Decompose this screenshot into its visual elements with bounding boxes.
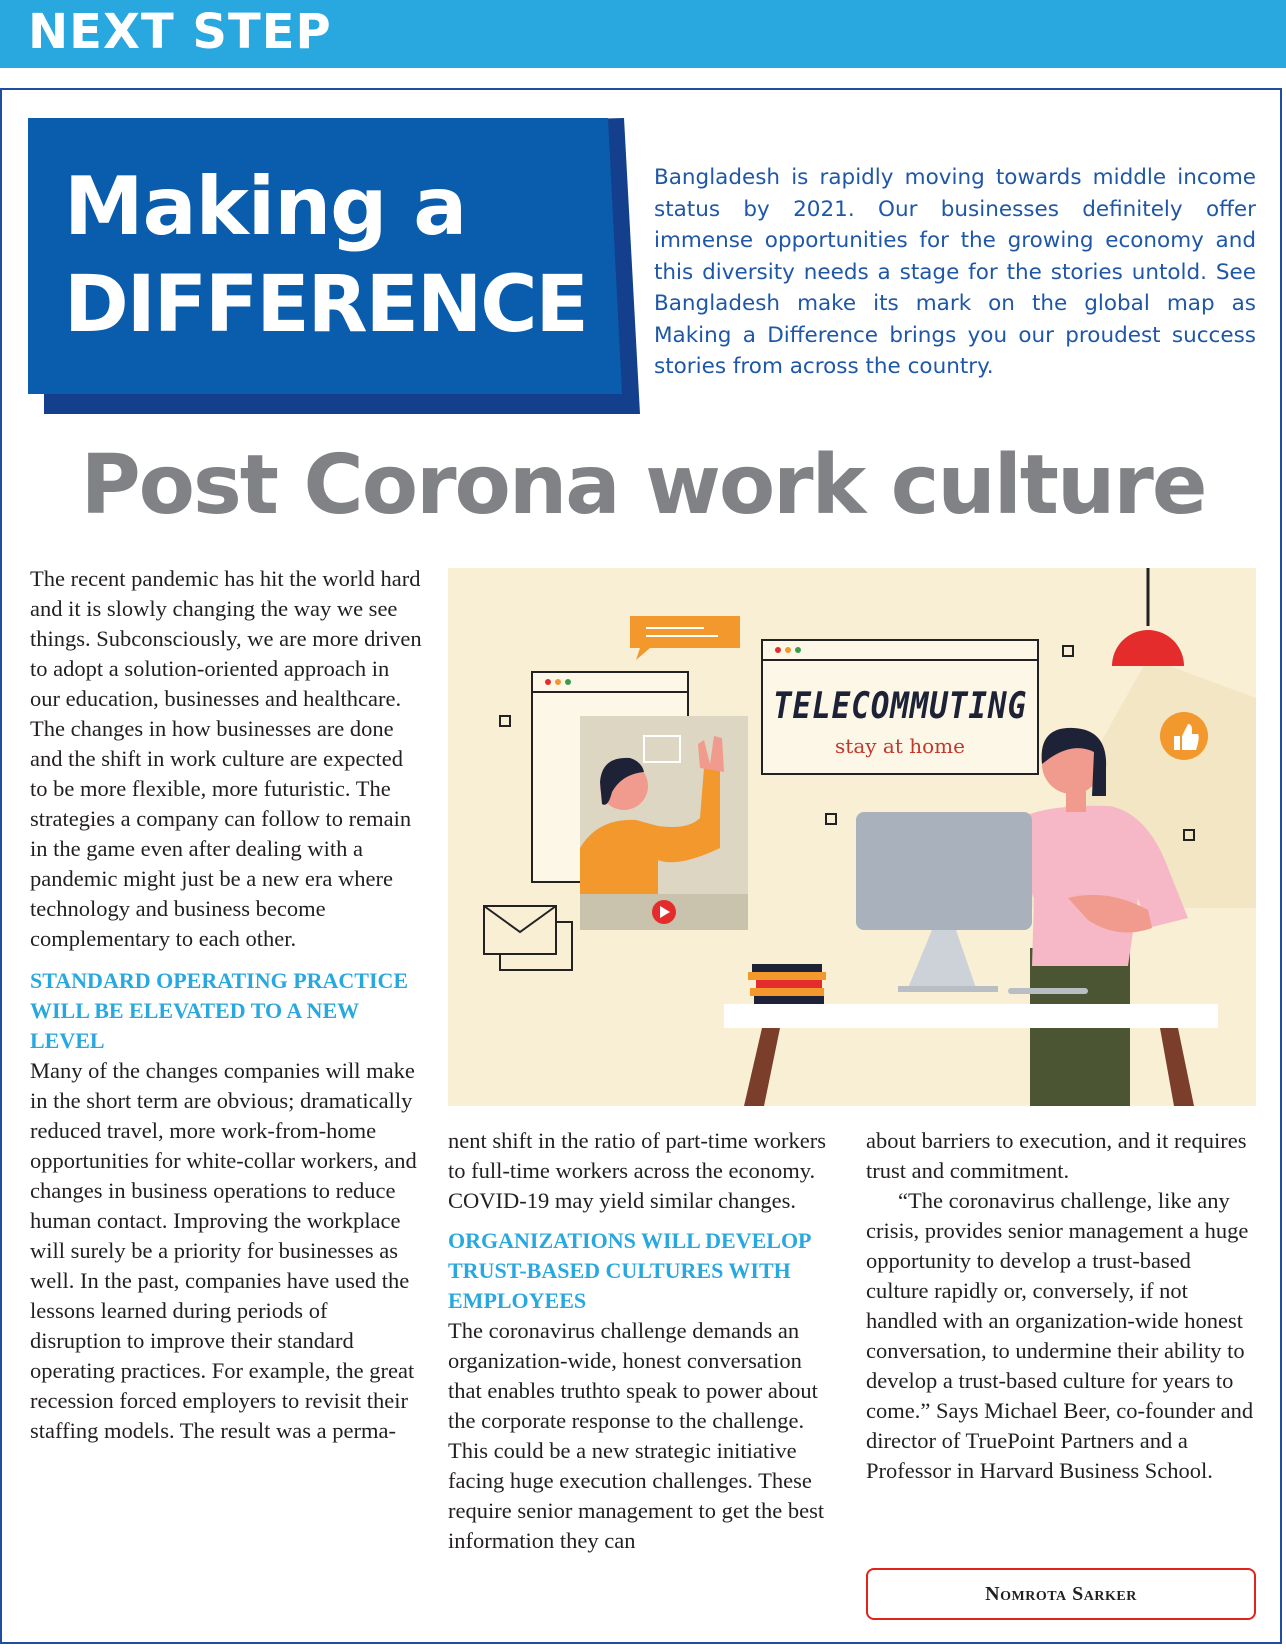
monitor-icon — [856, 812, 1032, 930]
article-column-2 — [448, 1126, 840, 1556]
banner-title-line1: Making a — [64, 160, 467, 253]
sign-title: TELECOMMUTING — [773, 686, 1027, 727]
section-label: NEXT STEP — [28, 4, 332, 60]
telecommuting-illustration — [448, 568, 1256, 1106]
article-paragraph: The recent pandemic has hit the world hard and it is slowly changing the way we see things. Subconsciously, we are more driven to adopt a solution-oriented approach in our education, businesses and healthcare. The changes in how businesses are done and the shift in work culture are expected to be more flexible, more futuristic. The strategies a company can follow to remain in the game even after dealing with a pandemic might just be a new era where technology and business become complementary to each other. — [30, 566, 422, 951]
intro-text: Bangladesh is rapidly moving towards middle income status by 2021. Our businesses definitely offer immense opportunities for the growing economy and this diversity needs a stage for the stories untold. See Bangladesh make its mark on the global map as Making a Difference brings you our proudest success stories from across the country. — [654, 165, 1256, 379]
sign-subtitle: stay at home — [835, 734, 965, 758]
author-byline: Nomrota Sarker — [866, 1568, 1256, 1620]
section-header-bar — [0, 0, 1286, 68]
article-paragraph: nent shift in the ratio of part-time workers to full-time workers across the economy. COVID-19 may yield similar changes. — [448, 1128, 827, 1213]
article-paragraph: The coronavirus challenge demands an organization-wide, honest conversation that enables truthto speak to power about the corporate response to the challenge. This could be a new strategic initiative facing huge execution challenges. These require senior management to get the best information they can — [448, 1318, 825, 1553]
chat-bubble-icon — [630, 616, 740, 648]
article-headline: Post Corona work culture — [80, 438, 1206, 533]
keyboard-icon — [1008, 988, 1088, 994]
section-heading: STANDARD OPERATING PRACTICE WILL BE ELEVATED TO A NEW LEVEL — [30, 968, 409, 1053]
article-column-1 — [30, 564, 422, 1446]
article-paragraph: Many of the changes companies will make in the short term are obvious; dramatically reduced travel, more work-from-home opportunities for white-collar workers, and changes in business operations to reduce human contact. Improving the workplace will surely be a priority for businesses as well. In the past, companies have used the lessons learned during periods of disruption to improve their standard operating practices. For example, the great recession forced employers to revisit their staffing models. The result was a perma- — [30, 1058, 417, 1443]
banner-title-line2: DIFFERENCE — [64, 260, 587, 350]
article-column-3 — [866, 1126, 1258, 1486]
article-quote: “The coronavirus challenge, like any crisis, provides senior management a huge opportunity to develop a trust-based culture rapidly or, conversely, if not handled with an organization-wide honest conversation, to undermine their ability to develop a trust-based culture for years to come.” Says Michael Beer, co-founder and director of TruePoint Partners and a Professor in Harvard Business School. — [866, 1188, 1254, 1483]
desk — [724, 1004, 1218, 1028]
article-paragraph: about barriers to execution, and it requires trust and commitment. — [866, 1128, 1247, 1183]
series-banner — [28, 118, 640, 418]
section-heading: ORGANIZATIONS WILL DEVELOP TRUST-BASED CULTURES WITH EMPLOYEES — [448, 1228, 811, 1313]
books-icon — [752, 964, 822, 972]
